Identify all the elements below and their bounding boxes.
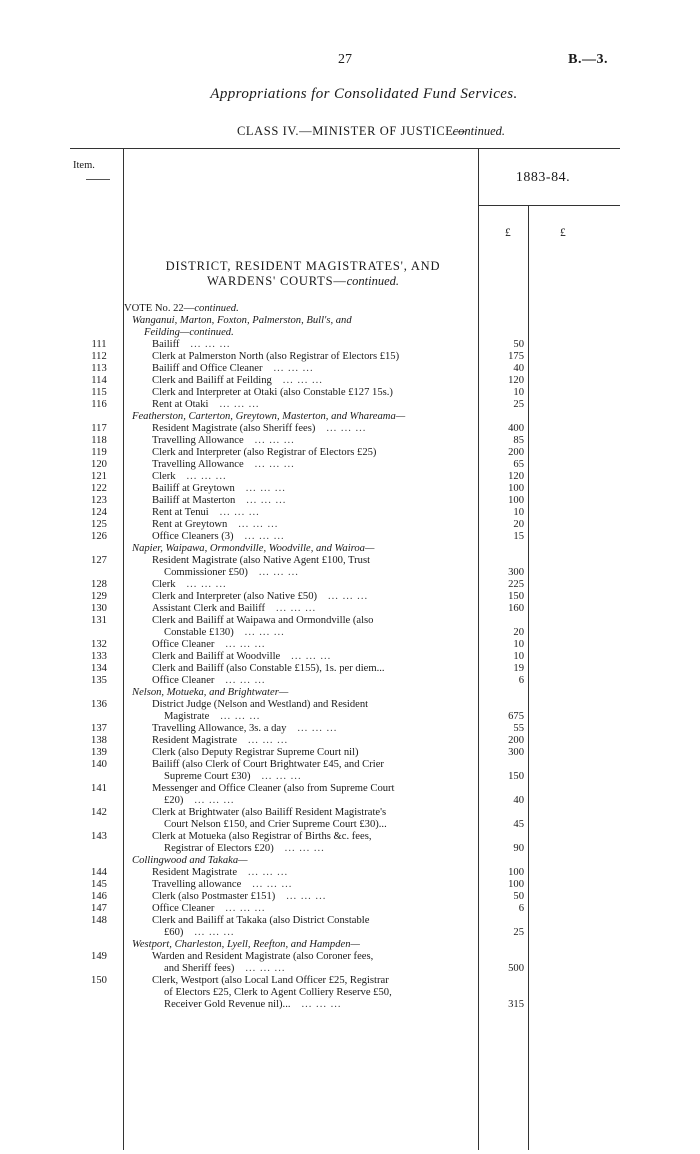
item-description: Clerk ... ... ... xyxy=(152,471,227,482)
item-description: Rent at Tenui ... ... ... xyxy=(152,507,260,518)
amount-value: 10 xyxy=(513,387,524,398)
item-description: Clerk and Bailiff at Takaka (also District Constable xyxy=(152,915,370,926)
leader-dots: ... ... ... xyxy=(237,735,289,746)
item-description: Rent at Otaki ... ... ... xyxy=(152,399,260,410)
item-number: 122 xyxy=(91,483,107,494)
item-description: Constable £130) ... ... ... xyxy=(164,627,285,638)
leader-dots: ... ... ... xyxy=(209,711,261,722)
item-description: Assistant Clerk and Bailiff ... ... ... xyxy=(152,603,317,614)
item-number: 138 xyxy=(91,735,107,746)
item-number: 135 xyxy=(91,675,107,686)
item-description: Receiver Gold Revenue nil)... ... ... ... xyxy=(164,999,342,1010)
item-number: 134 xyxy=(91,663,107,674)
amount-value: 45 xyxy=(513,819,524,830)
leader-dots: ... ... ... xyxy=(183,795,235,806)
item-description: £20) ... ... ... xyxy=(164,795,235,806)
amount-value: 315 xyxy=(508,999,524,1010)
item-description: Clerk and Interpreter (also Registrar of Electors £25) xyxy=(152,447,377,458)
item-number: 131 xyxy=(91,615,107,626)
item-description: Clerk at Palmerston North (also Registrar of Electors £15) xyxy=(152,351,400,362)
item-description: Bailiff ... ... ... xyxy=(152,339,231,350)
amount-value: 100 xyxy=(508,879,524,890)
class-subtitle: CLASS IV.—MINISTER OF JUSTICE—continued. xyxy=(236,124,506,138)
currency-header-2: £ xyxy=(560,227,566,239)
amount-value: 20 xyxy=(513,627,524,638)
item-description: Travelling Allowance ... ... ... xyxy=(152,435,295,446)
item-number: 145 xyxy=(91,879,107,890)
item-column-rule xyxy=(123,149,124,1150)
item-number: 112 xyxy=(91,351,107,362)
item-description: Resident Magistrate (also Native Agent £100, Trust xyxy=(152,555,371,566)
page-header xyxy=(0,52,700,72)
item-number: 111 xyxy=(91,339,107,350)
item-number: 137 xyxy=(91,723,107,734)
item-description: Bailiff (also Clerk of Court Brightwater £45, and Crier xyxy=(152,759,384,770)
item-description: Bailiff at Masterton ... ... ... xyxy=(152,495,287,506)
item-column-header: Item. xyxy=(73,160,95,171)
leader-dots: ... ... ... xyxy=(208,399,260,410)
subtotal-column-rule xyxy=(528,205,529,1150)
item-description: Office Cleaner ... ... ... xyxy=(152,675,266,686)
amount-value: 85 xyxy=(513,435,524,446)
item-description: Clerk and Bailiff at Waipawa and Ormondville (also xyxy=(152,615,374,626)
amount-value: 55 xyxy=(513,723,524,734)
amount-value: 40 xyxy=(513,363,524,374)
item-description: Messenger and Office Cleaner (also from Supreme Court xyxy=(152,783,395,794)
item-number: 143 xyxy=(91,831,107,842)
amount-value: 160 xyxy=(508,603,524,614)
district-heading: Featherston, Carterton, Greytown, Masterton, and Whareama— xyxy=(132,411,406,422)
item-number: 117 xyxy=(91,423,107,434)
vote-heading: VOTE No. 22—continued. xyxy=(124,303,239,314)
amount-value: 25 xyxy=(513,399,524,410)
item-number: 121 xyxy=(91,471,107,482)
item-description: Warden and Resident Magistrate (also Coroner fees, xyxy=(152,951,374,962)
leader-dots: ... ... ... xyxy=(290,999,342,1010)
leader-dots: ... ... ... xyxy=(175,579,227,590)
item-number: 126 xyxy=(91,531,107,542)
item-number: 147 xyxy=(91,903,107,914)
item-description: Rent at Greytown ... ... ... xyxy=(152,519,279,530)
item-number: 148 xyxy=(91,915,107,926)
leader-dots: ... ... ... xyxy=(175,471,227,482)
leader-dots: ... ... ... xyxy=(265,603,317,614)
amount-value: 6 xyxy=(518,903,524,914)
item-description: Clerk at Brightwater (also Bailiff Resident Magistrate's xyxy=(152,807,387,818)
amount-value: 225 xyxy=(508,579,524,590)
leader-dots: ... ... ... xyxy=(233,627,285,638)
item-number: 133 xyxy=(91,651,107,662)
currency-header-1: £ xyxy=(505,227,511,239)
amount-value: 500 xyxy=(508,963,524,974)
district-heading: Westport, Charleston, Lyell, Reefton, and Hampden— xyxy=(132,939,360,950)
item-description: Court Nelson £150, and Crier Supreme Court £30)... xyxy=(164,819,387,830)
item-number: 125 xyxy=(91,519,107,530)
item-number: 118 xyxy=(91,435,107,446)
leader-dots: ... ... ... xyxy=(233,531,285,542)
item-description: Bailiff and Office Cleaner ... ... ... xyxy=(152,363,314,374)
item-description: Clerk and Bailiff at Feilding ... ... ... xyxy=(152,375,323,386)
item-number: 116 xyxy=(91,399,107,410)
item-number: 140 xyxy=(91,759,107,770)
amount-value: 10 xyxy=(513,651,524,662)
item-description: Resident Magistrate ... ... ... xyxy=(152,867,289,878)
item-number: 141 xyxy=(91,783,107,794)
item-description: Supreme Court £30) ... ... ... xyxy=(164,771,302,782)
item-header-underline xyxy=(86,179,110,180)
item-description: Clerk (also Postmaster £151) ... ... ... xyxy=(152,891,327,902)
amount-value: 15 xyxy=(513,531,524,542)
district-heading: Napier, Waipawa, Ormondville, Woodville, and Wairoa— xyxy=(132,543,375,554)
amount-value: 50 xyxy=(513,891,524,902)
amount-value: 10 xyxy=(513,507,524,518)
item-description: Travelling Allowance, 3s. a day ... ... ... xyxy=(152,723,338,734)
leader-dots: ... ... ... xyxy=(286,723,338,734)
item-description: £60) ... ... ... xyxy=(164,927,235,938)
item-number: 144 xyxy=(91,867,107,878)
item-number: 127 xyxy=(91,555,107,566)
item-description: Resident Magistrate ... ... ... xyxy=(152,735,289,746)
item-number: 129 xyxy=(91,591,107,602)
leader-dots: ... ... ... xyxy=(247,567,299,578)
year-under-rule xyxy=(478,205,620,206)
amount-value: 400 xyxy=(508,423,524,434)
amount-value: 300 xyxy=(508,567,524,578)
item-description: Bailiff at Greytown ... ... ... xyxy=(152,483,286,494)
leader-dots: ... ... ... xyxy=(315,423,367,434)
leader-dots: ... ... ... xyxy=(234,483,286,494)
leader-dots: ... ... ... xyxy=(208,507,260,518)
item-description: Office Cleaner ... ... ... xyxy=(152,903,266,914)
amount-value: 150 xyxy=(508,591,524,602)
item-description: Clerk and Bailiff at Woodville ... ... ... xyxy=(152,651,332,662)
leader-dots: ... ... ... xyxy=(243,459,295,470)
amount-value: 100 xyxy=(508,495,524,506)
leader-dots: ... ... ... xyxy=(273,843,325,854)
amount-column-rule xyxy=(478,149,479,1150)
leader-dots: ... ... ... xyxy=(214,903,266,914)
item-description: Clerk and Interpreter (also Native £50) ... ... ... xyxy=(152,591,369,602)
item-description: Office Cleaners (3) ... ... ... xyxy=(152,531,285,542)
item-description: and Sheriff fees) ... ... ... xyxy=(164,963,286,974)
item-number: 136 xyxy=(91,699,107,710)
leader-dots: ... ... ... xyxy=(227,519,279,530)
amount-value: 150 xyxy=(508,771,524,782)
amount-value: 40 xyxy=(513,795,524,806)
leader-dots: ... ... ... xyxy=(237,867,289,878)
leader-dots: ... ... ... xyxy=(214,675,266,686)
item-number: 119 xyxy=(91,447,107,458)
item-description: Clerk at Motueka (also Registrar of Births &c. fees, xyxy=(152,831,372,842)
district-heading: Feilding—continued. xyxy=(144,327,234,338)
leader-dots: ... ... ... xyxy=(241,879,293,890)
section-title: DISTRICT, RESIDENT MAGISTRATES', AND WARDENS' COURTS—continued. xyxy=(165,259,441,288)
item-number: 124 xyxy=(91,507,107,518)
leader-dots: ... ... ... xyxy=(179,339,231,350)
item-number: 139 xyxy=(91,747,107,758)
leader-dots: ... ... ... xyxy=(235,495,287,506)
year-column-header: 1883-84. xyxy=(515,170,571,185)
item-description: Clerk and Interpreter at Otaki (also Constable £127 15s.) xyxy=(152,387,393,398)
amount-value: 120 xyxy=(508,375,524,386)
leader-dots: ... ... ... xyxy=(214,639,266,650)
item-number: 113 xyxy=(91,363,107,374)
item-number: 123 xyxy=(91,495,107,506)
page-title: Appropriations for Consolidated Fund Services. xyxy=(210,86,518,102)
leader-dots: ... ... ... xyxy=(317,591,369,602)
item-number: 115 xyxy=(91,387,107,398)
item-description: District Judge (Nelson and Westland) and Resident xyxy=(152,699,369,710)
amount-value: 10 xyxy=(513,639,524,650)
item-description: Registrar of Electors £20) ... ... ... xyxy=(164,843,325,854)
document-code: B.—3. xyxy=(568,52,608,67)
item-description: Travelling allowance ... ... ... xyxy=(152,879,293,890)
district-heading: Collingwood and Takaka— xyxy=(132,855,248,866)
leader-dots: ... ... ... xyxy=(250,771,302,782)
amount-value: 120 xyxy=(508,471,524,482)
amount-value: 65 xyxy=(513,459,524,470)
item-description: Clerk, Westport (also Local Land Officer £25, Registrar xyxy=(152,975,389,986)
leader-dots: ... ... ... xyxy=(280,651,332,662)
item-number: 114 xyxy=(91,375,107,386)
leader-dots: ... ... ... xyxy=(243,435,295,446)
amount-value: 19 xyxy=(513,663,524,674)
item-description: Clerk (also Deputy Registrar Supreme Court nil) xyxy=(152,747,359,758)
amount-value: 6 xyxy=(518,675,524,686)
amount-value: 20 xyxy=(513,519,524,530)
leader-dots: ... ... ... xyxy=(234,963,286,974)
amount-value: 100 xyxy=(508,483,524,494)
amount-value: 200 xyxy=(508,735,524,746)
item-number: 142 xyxy=(91,807,107,818)
amount-value: 50 xyxy=(513,339,524,350)
item-description: Clerk ... ... ... xyxy=(152,579,227,590)
item-number: 130 xyxy=(91,603,107,614)
page-number: 27 xyxy=(338,52,352,67)
amount-value: 100 xyxy=(508,867,524,878)
leader-dots: ... ... ... xyxy=(271,375,323,386)
item-number: 132 xyxy=(91,639,107,650)
leader-dots: ... ... ... xyxy=(275,891,327,902)
district-heading: Nelson, Motueka, and Brightwater— xyxy=(132,687,289,698)
district-heading: Wanganui, Marton, Foxton, Palmerston, Bull's, and xyxy=(132,315,352,326)
amount-value: 675 xyxy=(508,711,524,722)
item-description: Office Cleaner ... ... ... xyxy=(152,639,266,650)
table-top-rule xyxy=(70,148,620,149)
item-description: Magistrate ... ... ... xyxy=(164,711,261,722)
leader-dots: ... ... ... xyxy=(262,363,314,374)
leader-dots: ... ... ... xyxy=(183,927,235,938)
item-number: 149 xyxy=(91,951,107,962)
item-description: Commissioner £50) ... ... ... xyxy=(164,567,299,578)
item-description: Clerk and Bailiff (also Constable £155), 1s. per diem... xyxy=(152,663,385,674)
amount-value: 25 xyxy=(513,927,524,938)
amount-value: 175 xyxy=(508,351,524,362)
item-description: Resident Magistrate (also Sheriff fees) ... ... ... xyxy=(152,423,367,434)
item-description: Travelling Allowance ... ... ... xyxy=(152,459,295,470)
item-number: 146 xyxy=(91,891,107,902)
amount-value: 90 xyxy=(513,843,524,854)
item-number: 128 xyxy=(91,579,107,590)
amount-value: 300 xyxy=(508,747,524,758)
item-number: 120 xyxy=(91,459,107,470)
amount-value: 200 xyxy=(508,447,524,458)
item-description: of Electors £25, Clerk to Agent Colliery Reserve £50, xyxy=(164,987,392,998)
item-number: 150 xyxy=(91,975,107,986)
